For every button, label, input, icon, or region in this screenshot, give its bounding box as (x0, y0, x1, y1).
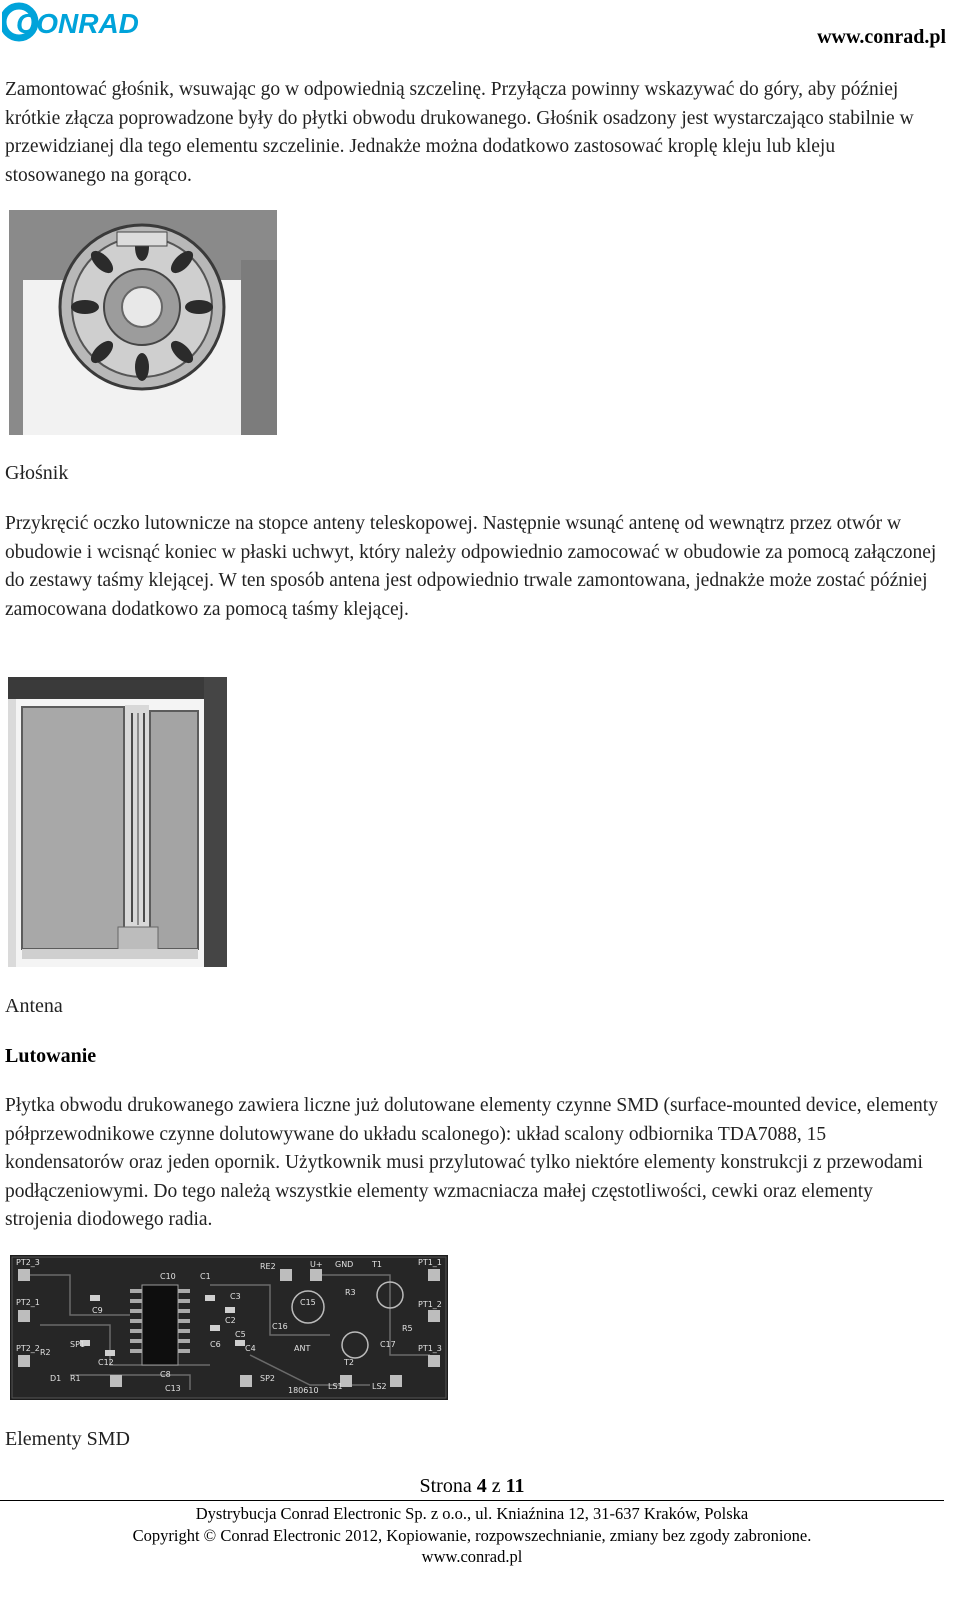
pcb-label: R1 (70, 1374, 81, 1383)
footer-distribution: Dystrybucja Conrad Electronic Sp. z o.o., ul. Kniaźnina 12, 31-637 Kraków, Polska (195, 1504, 749, 1523)
page-prefix: Strona (419, 1475, 472, 1497)
pcb-label: C4 (245, 1344, 256, 1353)
logo-text: CONRAD (16, 8, 139, 39)
pcb-label: C12 (98, 1358, 114, 1367)
page-current: 4 (476, 1475, 487, 1497)
page-number (0, 1475, 944, 1498)
pcb-label: PT2_1 (16, 1298, 40, 1307)
footer-url[interactable]: www.conrad.pl (421, 1547, 523, 1566)
pcb-label: C2 (225, 1316, 236, 1325)
pcb-label: PT1_1 (418, 1258, 442, 1267)
pcb-label: R5 (402, 1324, 413, 1333)
pcb-label: R3 (345, 1288, 356, 1297)
pcb-label: D1 (50, 1374, 62, 1383)
pcb-label: C9 (92, 1306, 103, 1315)
pcb-label: C8 (160, 1370, 171, 1379)
pcb-label: C3 (230, 1292, 241, 1301)
pcb-label: C6 (210, 1340, 221, 1349)
header-url[interactable]: www.conrad.pl (817, 26, 946, 48)
pcb-label: R2 (40, 1348, 51, 1357)
footer-divider (0, 1500, 944, 1501)
pcb-label: PT1_2 (418, 1300, 442, 1309)
page-total: 11 (505, 1475, 525, 1497)
pcb-label: T2 (344, 1358, 354, 1367)
antenna-caption: Antena (5, 995, 63, 1017)
pcb-label: C17 (380, 1340, 396, 1349)
pcb-label: LS1 (328, 1382, 343, 1391)
pcb-label: SP1 (70, 1340, 85, 1349)
pcb-label: PT1_3 (418, 1344, 442, 1353)
antenna-photo (8, 677, 227, 967)
pcb-label: C5 (235, 1330, 246, 1339)
antenna-paragraph: Przykręcić oczko lutownicze na stopce anteny teleskopowej. Następnie wsunąć antenę od wewnątrz przez otwór w obudowie i wcisnąć koniec w płaski uchwyt, który należy odpowiednio zamocować w obudowie za pomocą załączonej do zestawy taśmy klejącej. W ten sposób antena jest odpowiednio trwale zamontowana, jednakże może zostać później zamocowana dodatkowo za pomocą taśmy klejącej. (5, 513, 937, 620)
intro-paragraph: Zamontować głośnik, wsuwając go w odpowiednią szczelinę. Przyłącza powinny wskazywać do góry, aby później krótkie złącza poprowadzone były do płytki obwodu drukowanego. Głośnik osadzony jest wystarczająco stabilnie w przewidzianej dla tego elementu szczelinie. Jednakże można dodatkowo zastosować kroplę kleju lub kleju stosowanego na gorąco. (5, 79, 914, 186)
pcb-label: PT2_3 (16, 1258, 40, 1267)
soldering-heading: Lutowanie (5, 1045, 97, 1067)
smd-caption: Elementy SMD (5, 1428, 130, 1450)
speaker-caption: Głośnik (5, 462, 69, 484)
pcb-label: C10 (160, 1272, 176, 1281)
speaker-photo (9, 210, 277, 435)
pcb-label: SP2 (260, 1374, 275, 1383)
pcb-label: 180610 (288, 1386, 319, 1395)
footer-copyright: Copyright © Conrad Electronic 2012, Kopiowanie, rozpowszechnianie, zmiany bez zgody zabronione. (132, 1526, 812, 1545)
pcb-label: PT2_2 (16, 1344, 40, 1353)
pcb-label: T1 (372, 1260, 382, 1269)
pcb-label: U+ (310, 1260, 323, 1269)
pcb-label: ANT (294, 1344, 311, 1353)
pcb-label: C15 (300, 1298, 316, 1307)
pcb-label: C16 (272, 1322, 288, 1331)
pcb-label: C13 (165, 1384, 181, 1393)
pcb-label: C1 (200, 1272, 211, 1281)
page-separator: z (491, 1475, 501, 1497)
pcb-photo (10, 1255, 448, 1400)
pcb-label: RE2 (260, 1262, 276, 1271)
pcb-label: LS2 (372, 1382, 387, 1391)
pcb-label: GND (335, 1260, 354, 1269)
conrad-logo (2, 2, 152, 42)
soldering-paragraph: Płytka obwodu drukowanego zawiera liczne już dolutowane elementy czynne SMD (surface-mounted device, elementy półprzewodnikowe czynne dolutowywane do układu scalonego): układ scalony odbiornika TDA7088, 15 kondensatorów oraz jeden opornik. Użytkownik musi przylutować tylko niektóre elementy konstrukcji z przewodami podłączeniowymi. Do tego należą wszystkie elementy wzmacniacza małej częstotliwości, cewki oraz elementy strojenia diodowego radia. (5, 1095, 938, 1231)
